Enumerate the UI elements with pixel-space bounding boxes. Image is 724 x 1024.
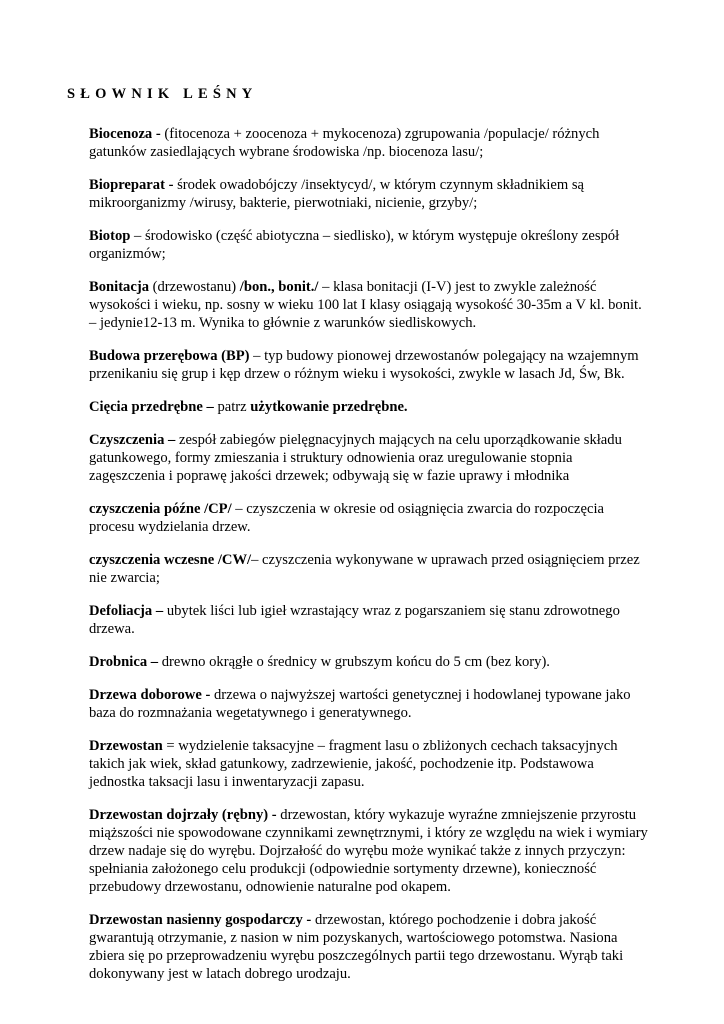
entry-term: czyszczenia wczesne /CW/ <box>89 552 252 568</box>
glossary-entry <box>89 125 649 161</box>
page-title: SŁOWNIK LEŚNY <box>67 86 258 102</box>
glossary-entry <box>89 686 649 722</box>
glossary-entry <box>89 278 649 332</box>
entry-definition: – środowisko (część abiotyczna – siedlisko), w którym występuje określony zespół organizmów; <box>89 228 620 262</box>
entry-definition: – klasa bonitacji (I-V) jest to zwykle zależność wysokości i wieku, np. sosny w wieku 100 lat I klasy osiągają wysokość 30-35m a V kl. bonit. – jedynie12-13 m. Wynika to głównie z warunków siedliskowych. <box>89 279 642 331</box>
glossary-entry <box>89 176 649 212</box>
glossary-entry <box>89 602 649 638</box>
entry-term: Drzewostan <box>89 738 163 754</box>
entry-term: Budowa przerębowa (BP) <box>89 348 250 364</box>
entry-term: Drzewa doborowe - <box>89 687 211 703</box>
entry-term: Biopreparat - <box>89 177 178 193</box>
entry-definition: – czyszczenia wykonywane w uprawach przed osiągnięciem przez nie zwarcia; <box>89 552 640 586</box>
glossary-entry <box>89 911 649 983</box>
entry-definition: drewno okrągłe o średnicy w grubszym końcu do 5 cm (bez kory). <box>158 654 550 670</box>
entry-term: Biocenoza - <box>89 126 165 142</box>
entry-definition: drzewostan, którego pochodzenie i dobra jakość gwarantują otrzymanie, z nasion w nim pozyskanych, wartościowego potomstwa. Nasiona zbiera się po przeprowadzeniu wyrębu poszczególnych partii tego drzewostanu. Wyrąb taki dokonywany jest w latach dobrego urodzaju. <box>89 912 624 982</box>
glossary-entry <box>89 806 649 896</box>
entry-definition: (drzewostanu) <box>149 279 240 295</box>
glossary-entry <box>89 500 649 536</box>
glossary-entry <box>89 551 649 587</box>
entry-term: Drzewostan dojrzały (rębny) - <box>89 807 277 823</box>
entry-term: Czyszczenia – <box>89 432 176 448</box>
entry-definition: patrz <box>213 399 251 415</box>
glossary-entry <box>89 347 649 383</box>
glossary-entry <box>89 653 649 671</box>
entry-term: /bon., bonit./ <box>239 279 319 295</box>
glossary-entry <box>89 737 649 791</box>
entry-term: czyszczenia późne /CP/ <box>89 501 232 517</box>
entry-term: użytkowanie przedrębne. <box>250 399 408 415</box>
entry-definition: drzewa o najwyższej wartości genetycznej i hodowlanej typowane jako baza do rozmnażania wegetatywnego i generatywnego. <box>89 687 631 721</box>
entry-definition: – czyszczenia w okresie od osiągnięcia zwarcia do rozpoczęcia procesu wydzielania drzew. <box>89 501 605 535</box>
entry-definition: (fitocenoza + zoocenoza + mykocenoza) zgrupowania /populacje/ różnych gatunków zasiedlających wybrane środowiska /np. biocenoza lasu/; <box>89 126 600 160</box>
entry-definition: = wydzielenie taksacyjne – fragment lasu o zbliżonych cechach taksacyjnych takich jak wiek, skład gatunkowy, zadrzewienie, jakość, pochodzenie itp. Podstawowa jednostka taksacji lasu i inwentaryzacji zapasu. <box>89 738 618 790</box>
entry-term: Biotop <box>89 228 131 244</box>
entry-definition: drzewostan, który wykazuje wyraźne zmniejszenie przyrostu miąższości nie spowodowane czynnikami zewnętrznymi, i który ze względu na wiek i wymiary drzew nadaje się do wyrębu. Dojrzałość do wyrębu może wynikać także z innych przyczyn: spełniania założonego celu produkcji (odpowiednie sortymenty drzewne), konieczność przebudowy drzewostanu, odnowienie naturalne pod okapem. <box>89 807 648 895</box>
entry-term: Bonitacja <box>89 279 149 295</box>
entry-definition: ubytek liści lub igieł wzrastający wraz z pogarszaniem się stanu zdrowotnego drzewa. <box>89 603 620 637</box>
entry-definition: – typ budowy pionowej drzewostanów polegający na wzajemnym przenikaniu się grup i kęp drzew o różnym wieku i wysokości, zwykle w lasach Jd, Św, Bk. <box>89 348 639 382</box>
entry-term: Cięcia przedrębne – <box>89 399 214 415</box>
entry-term: Drobnica – <box>89 654 159 670</box>
entry-definition: środek owadobójczy /insektycyd/, w którym czynnym składnikiem są mikroorganizmy /wirusy, bakterie, pierwotniaki, nicienie, grzyby/; <box>89 177 585 211</box>
glossary-list <box>89 125 649 998</box>
glossary-entry <box>89 398 649 416</box>
entry-term: Defoliacja – <box>89 603 164 619</box>
glossary-entry <box>89 227 649 263</box>
glossary-entry <box>89 431 649 485</box>
entry-term: Drzewostan nasienny gospodarczy - <box>89 912 312 928</box>
entry-definition: zespół zabiegów pielęgnacyjnych mających na celu uporządkowanie składu gatunkowego, formy zmieszania i struktury odnowienia oraz uregulowanie stopnia zagęszczenia i poprawę jakości drzewek; odbywają się w fazie uprawy i młodnika <box>89 432 622 484</box>
